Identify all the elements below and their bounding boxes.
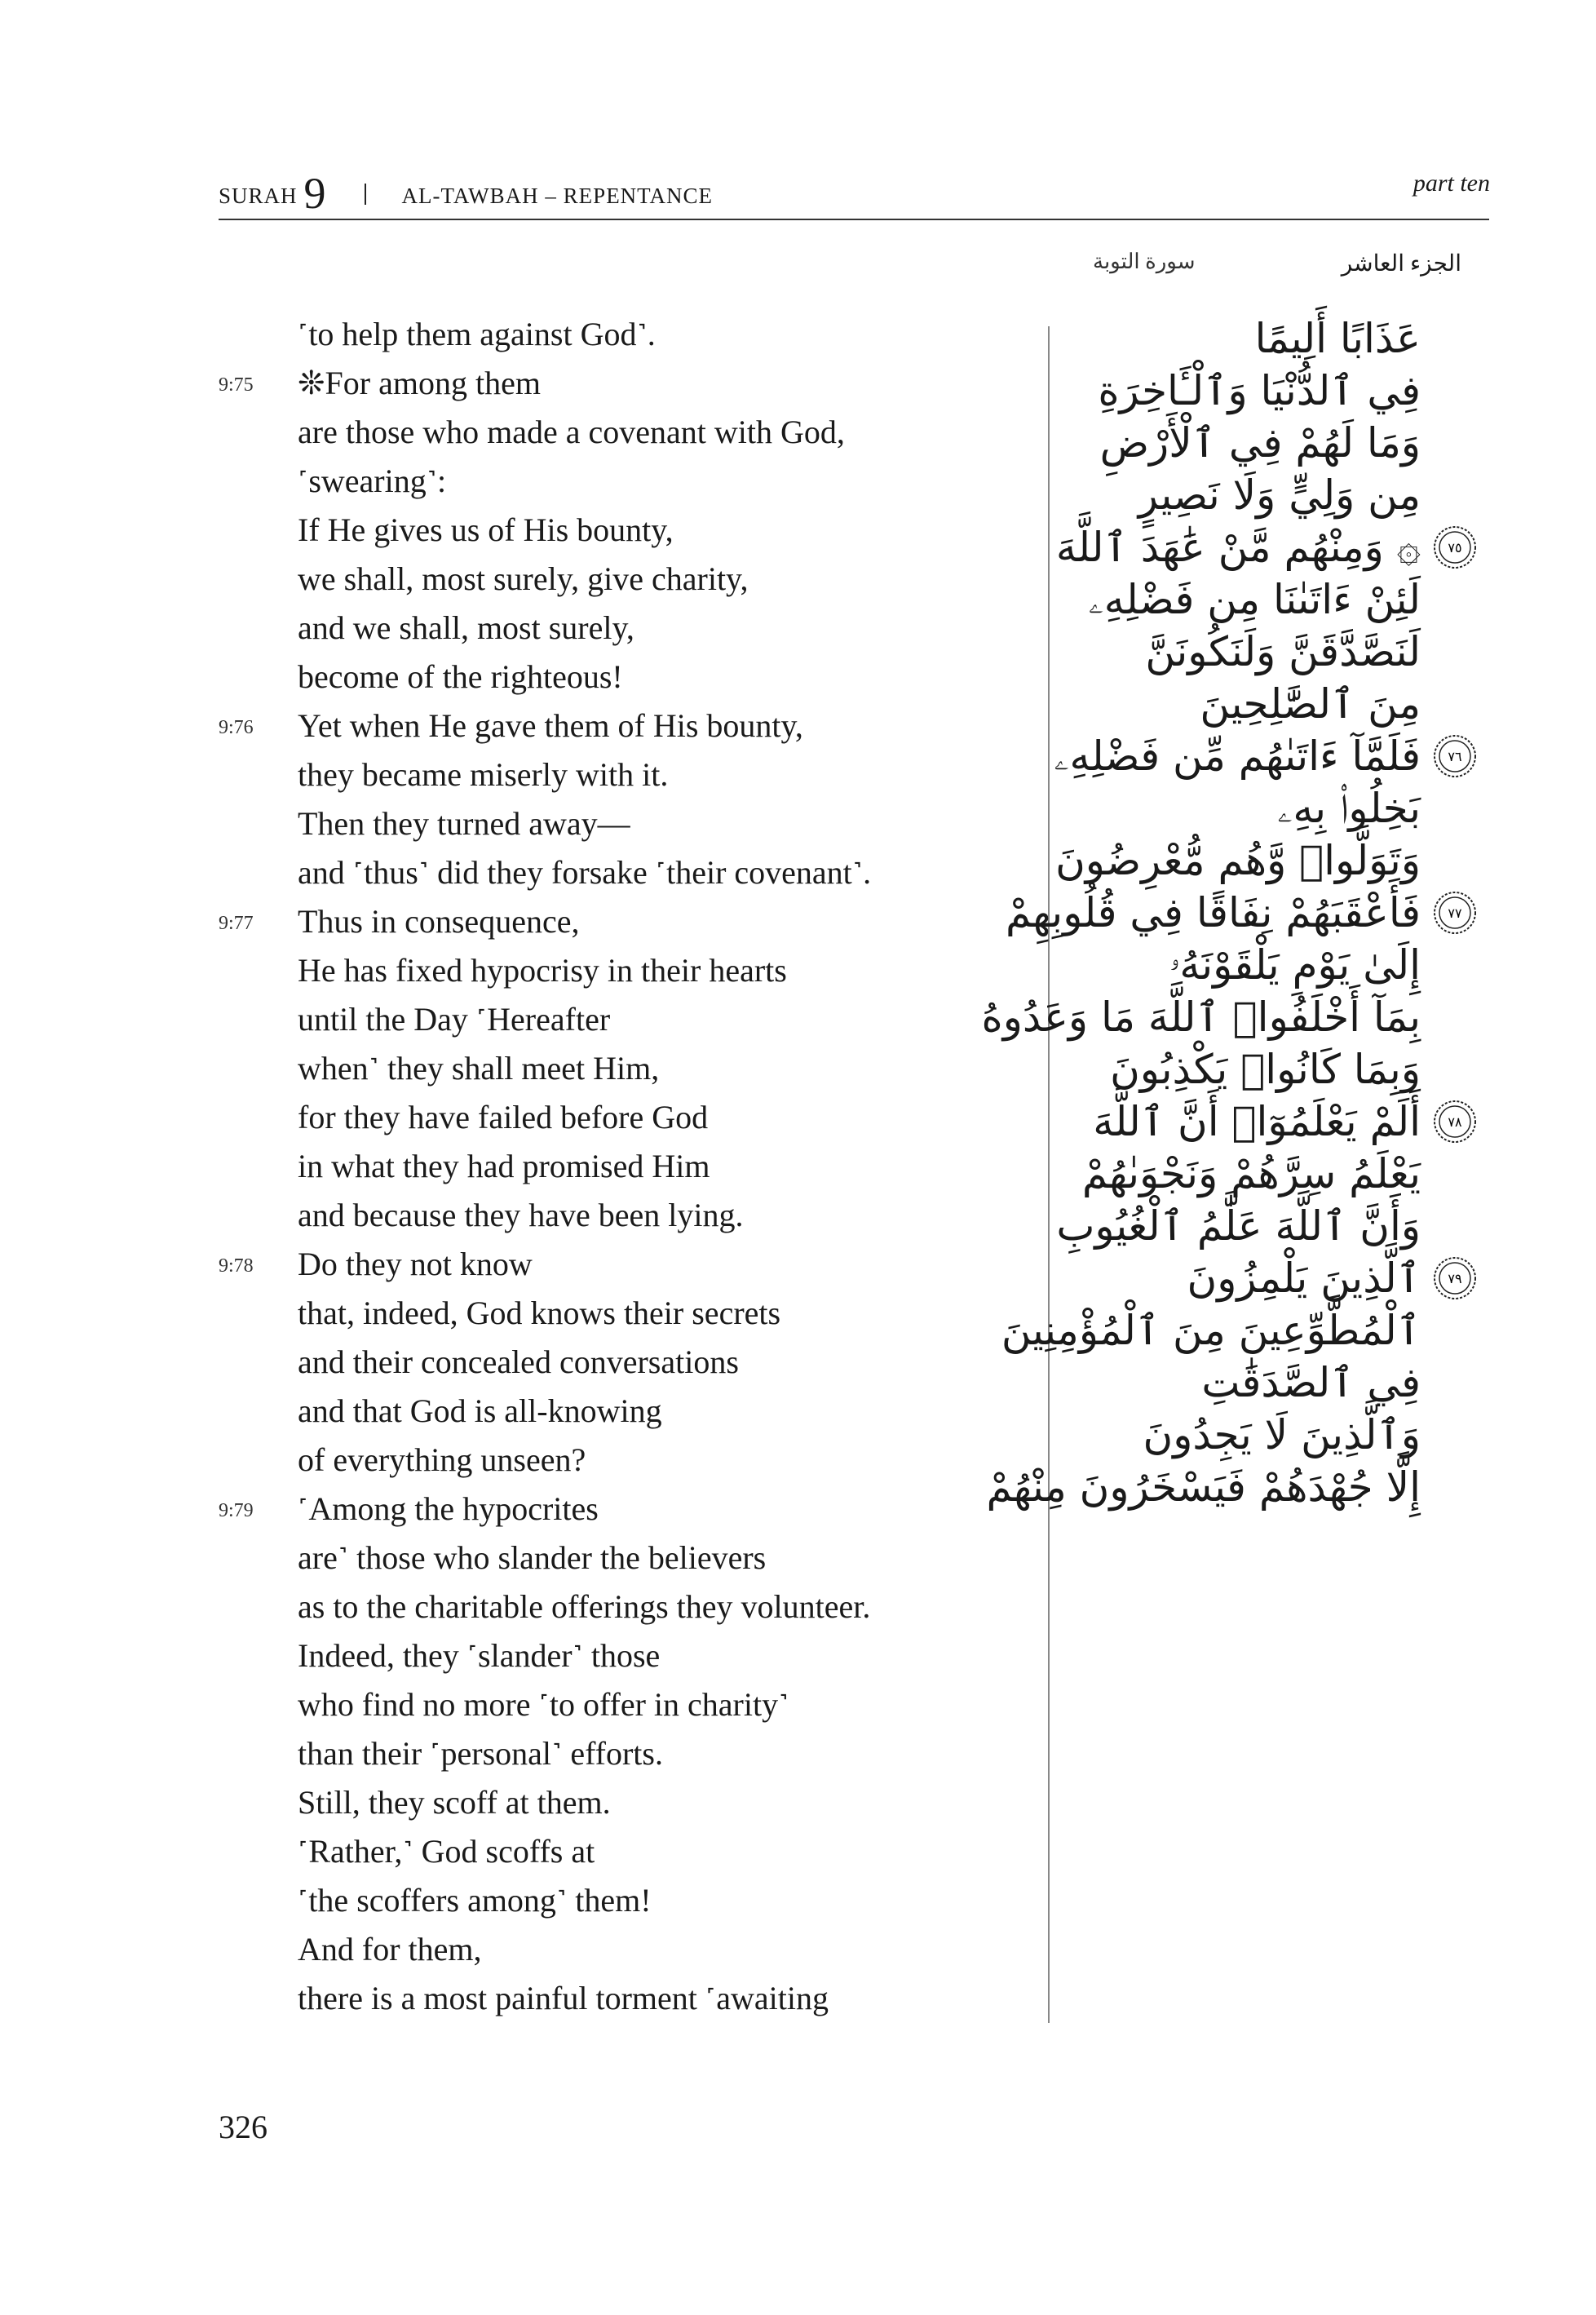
english-text-line: If He gives us of His bounty, bbox=[298, 511, 674, 548]
english-text-line: ˹the scoffers among˺ them! bbox=[298, 1882, 652, 1919]
english-text-line: until the Day ˹Hereafter bbox=[298, 1001, 611, 1038]
verse-number: 9:76 bbox=[219, 717, 254, 738]
english-text-line: as to the charitable offerings they volunteer. bbox=[298, 1588, 871, 1625]
english-text-line: ˹to help them against God˺. bbox=[298, 316, 656, 352]
english-text-line: Then they turned away— bbox=[298, 805, 630, 842]
arabic-text-line: ۞ وَمِنْهُم مَّنْ عَٰهَدَ ٱللَّهَ bbox=[1055, 524, 1421, 571]
arabic-text-line: أَلَمْ يَعْلَمُوٓا۟ أَنَّ ٱللَّهَ bbox=[1093, 1098, 1421, 1145]
part-label: part ten bbox=[1413, 170, 1490, 197]
arabic-text-line: فِي ٱلدُّنْيَا وَٱلْـَٔاخِرَةِ bbox=[1098, 367, 1421, 414]
verse-number: 9:79 bbox=[219, 1500, 254, 1521]
english-text-line: in what they had promised Him bbox=[298, 1148, 710, 1184]
arabic-text-line: بِمَآ أَخْلَفُوا۟ ٱللَّهَ مَا وَعَدُوهُ bbox=[981, 994, 1421, 1041]
verse-medallion-icon bbox=[1432, 733, 1478, 779]
english-text-line: they became miserly with it. bbox=[298, 756, 669, 793]
english-text-line: and their concealed conversations bbox=[298, 1343, 739, 1380]
english-text-line: and ˹thus˺ did they forsake ˹their covenant˺. bbox=[298, 854, 872, 891]
verse-medallion-icon bbox=[1432, 1099, 1478, 1144]
english-text-line: are˺ those who slander the believers bbox=[298, 1539, 767, 1576]
column-divider bbox=[1048, 326, 1050, 2023]
english-text-line: He has fixed hypocrisy in their hearts bbox=[298, 952, 787, 989]
arabic-text-line: ٱلَّذِينَ يَلْمِزُونَ bbox=[1187, 1255, 1421, 1302]
arabic-text-line: وَأَنَّ ٱللَّهَ عَلَّٰمُ ٱلْغُيُوبِ bbox=[1056, 1202, 1421, 1250]
english-text-line: And for them, bbox=[298, 1931, 482, 1968]
english-text-line: and that God is all-knowing bbox=[298, 1392, 662, 1429]
english-text-line: than their ˹personal˺ efforts. bbox=[298, 1735, 663, 1772]
english-text-line: Thus in consequence, bbox=[298, 903, 580, 940]
arabic-text-line: عَذَابًا أَلِيمًا bbox=[1254, 315, 1421, 362]
english-text-line: Indeed, they ˹slander˺ those bbox=[298, 1637, 661, 1674]
arabic-text-line: يَعْلَمُ سِرَّهُمْ وَنَجْوَىٰهُمْ bbox=[1081, 1150, 1421, 1197]
arabic-text-line: لَئِنْ ءَاتَىٰنَا مِن فَضْلِهِۦ bbox=[1088, 576, 1421, 623]
english-text-line: ˹swearing˺: bbox=[298, 463, 447, 499]
surah-title: AL-TAWBAH – REPENTANCE bbox=[401, 184, 714, 208]
verse-marker-number: ٧٧ bbox=[1448, 905, 1462, 921]
surah-label: SURAH bbox=[219, 184, 298, 208]
english-text-line: who find no more ˹to offer in charity˺ bbox=[298, 1686, 789, 1723]
arabic-text-line: وَمَا لَهُمْ فِي ٱلْأَرْضِ bbox=[1099, 419, 1421, 467]
arabic-text-line: إِلَىٰ يَوْمِ يَلْقَوْنَهُۥ bbox=[1169, 941, 1421, 989]
verse-medallion-icon bbox=[1432, 890, 1478, 936]
arabic-text-line: لَنَصَّدَّقَنَّ وَلَنَكُونَنَّ bbox=[1145, 628, 1421, 675]
surah-number: 9 bbox=[303, 169, 327, 218]
english-text-line: when˺ they shall meet Him, bbox=[298, 1050, 660, 1087]
english-text-line: and we shall, most surely, bbox=[298, 609, 634, 646]
page-number: 326 bbox=[219, 2109, 267, 2145]
english-text-line: of everything unseen? bbox=[298, 1441, 586, 1478]
arabic-text-line: وَبِمَا كَانُوا۟ يَكْذِبُونَ bbox=[1110, 1046, 1421, 1093]
verse-number: 9:75 bbox=[219, 374, 254, 396]
english-text-line: we shall, most surely, give charity, bbox=[298, 560, 749, 597]
arabic-surah-header: سورة التوبة bbox=[1093, 250, 1196, 273]
verse-number: 9:78 bbox=[219, 1255, 254, 1277]
arabic-text-line: وَتَوَلَّوا۟ وَّهُم مُّعْرِضُونَ bbox=[1055, 837, 1421, 884]
verse-marker-number: ٧٥ bbox=[1448, 540, 1462, 556]
arabic-text-line: فَلَمَّآ ءَاتَىٰهُم مِّن فَضْلِهِۦ bbox=[1054, 733, 1421, 780]
arabic-text-line: فِي ٱلصَّدَقَٰتِ bbox=[1201, 1359, 1421, 1406]
english-text-line: for they have failed before God bbox=[298, 1099, 709, 1135]
verse-number: 9:77 bbox=[219, 913, 254, 934]
running-header bbox=[219, 163, 714, 218]
arabic-text-line: إِلَّا جُهْدَهُمْ فَيَسْخَرُونَ مِنْهُمْ bbox=[986, 1463, 1421, 1511]
arabic-text-line: مِن وَلِيٍّ وَلَا نَصِيرٍ bbox=[1138, 471, 1421, 519]
english-text-line: that, indeed, God knows their secrets bbox=[298, 1295, 781, 1331]
header-rule bbox=[219, 219, 1489, 220]
english-text-line: Still, they scoff at them. bbox=[298, 1784, 611, 1821]
english-text-line: ❊For among them bbox=[298, 365, 541, 401]
verse-marker-number: ٧٦ bbox=[1448, 749, 1462, 764]
english-text-line: and because they have been lying. bbox=[298, 1197, 744, 1233]
verse-marker-number: ٧٩ bbox=[1448, 1271, 1462, 1286]
verse-medallion-icon bbox=[1432, 525, 1478, 570]
english-text-line: are those who made a covenant with God, bbox=[298, 414, 845, 450]
arabic-text-line: بَخِلُوا۟ بِهِۦ bbox=[1277, 785, 1421, 832]
english-text-line: become of the righteous! bbox=[298, 658, 623, 695]
arabic-text-line: وَٱلَّذِينَ لَا يَجِدُونَ bbox=[1143, 1411, 1421, 1458]
verse-marker-number: ٧٨ bbox=[1448, 1114, 1462, 1130]
english-text-line: ˹Rather,˺ God scoffs at bbox=[298, 1833, 595, 1870]
english-text-line: Yet when He gave them of His bounty, bbox=[298, 707, 803, 744]
arabic-text-line: مِنَ ٱلصَّٰلِحِينَ bbox=[1200, 680, 1421, 728]
arabic-text-line: فَأَعْقَبَهُمْ نِفَاقًا فِي قُلُوبِهِمْ bbox=[1005, 889, 1421, 936]
header-separator bbox=[365, 184, 366, 205]
arabic-juz-header: الجزء العاشر bbox=[1341, 251, 1461, 277]
english-text-line: Do they not know bbox=[298, 1246, 533, 1282]
english-text-line: there is a most painful torment ˹awaiting bbox=[298, 1980, 829, 2016]
english-text-line: ˹Among the hypocrites bbox=[298, 1490, 599, 1527]
verse-medallion-icon bbox=[1432, 1255, 1478, 1301]
arabic-text-line: ٱلْمُطَّوِّعِينَ مِنَ ٱلْمُؤْمِنِينَ bbox=[1001, 1307, 1421, 1354]
